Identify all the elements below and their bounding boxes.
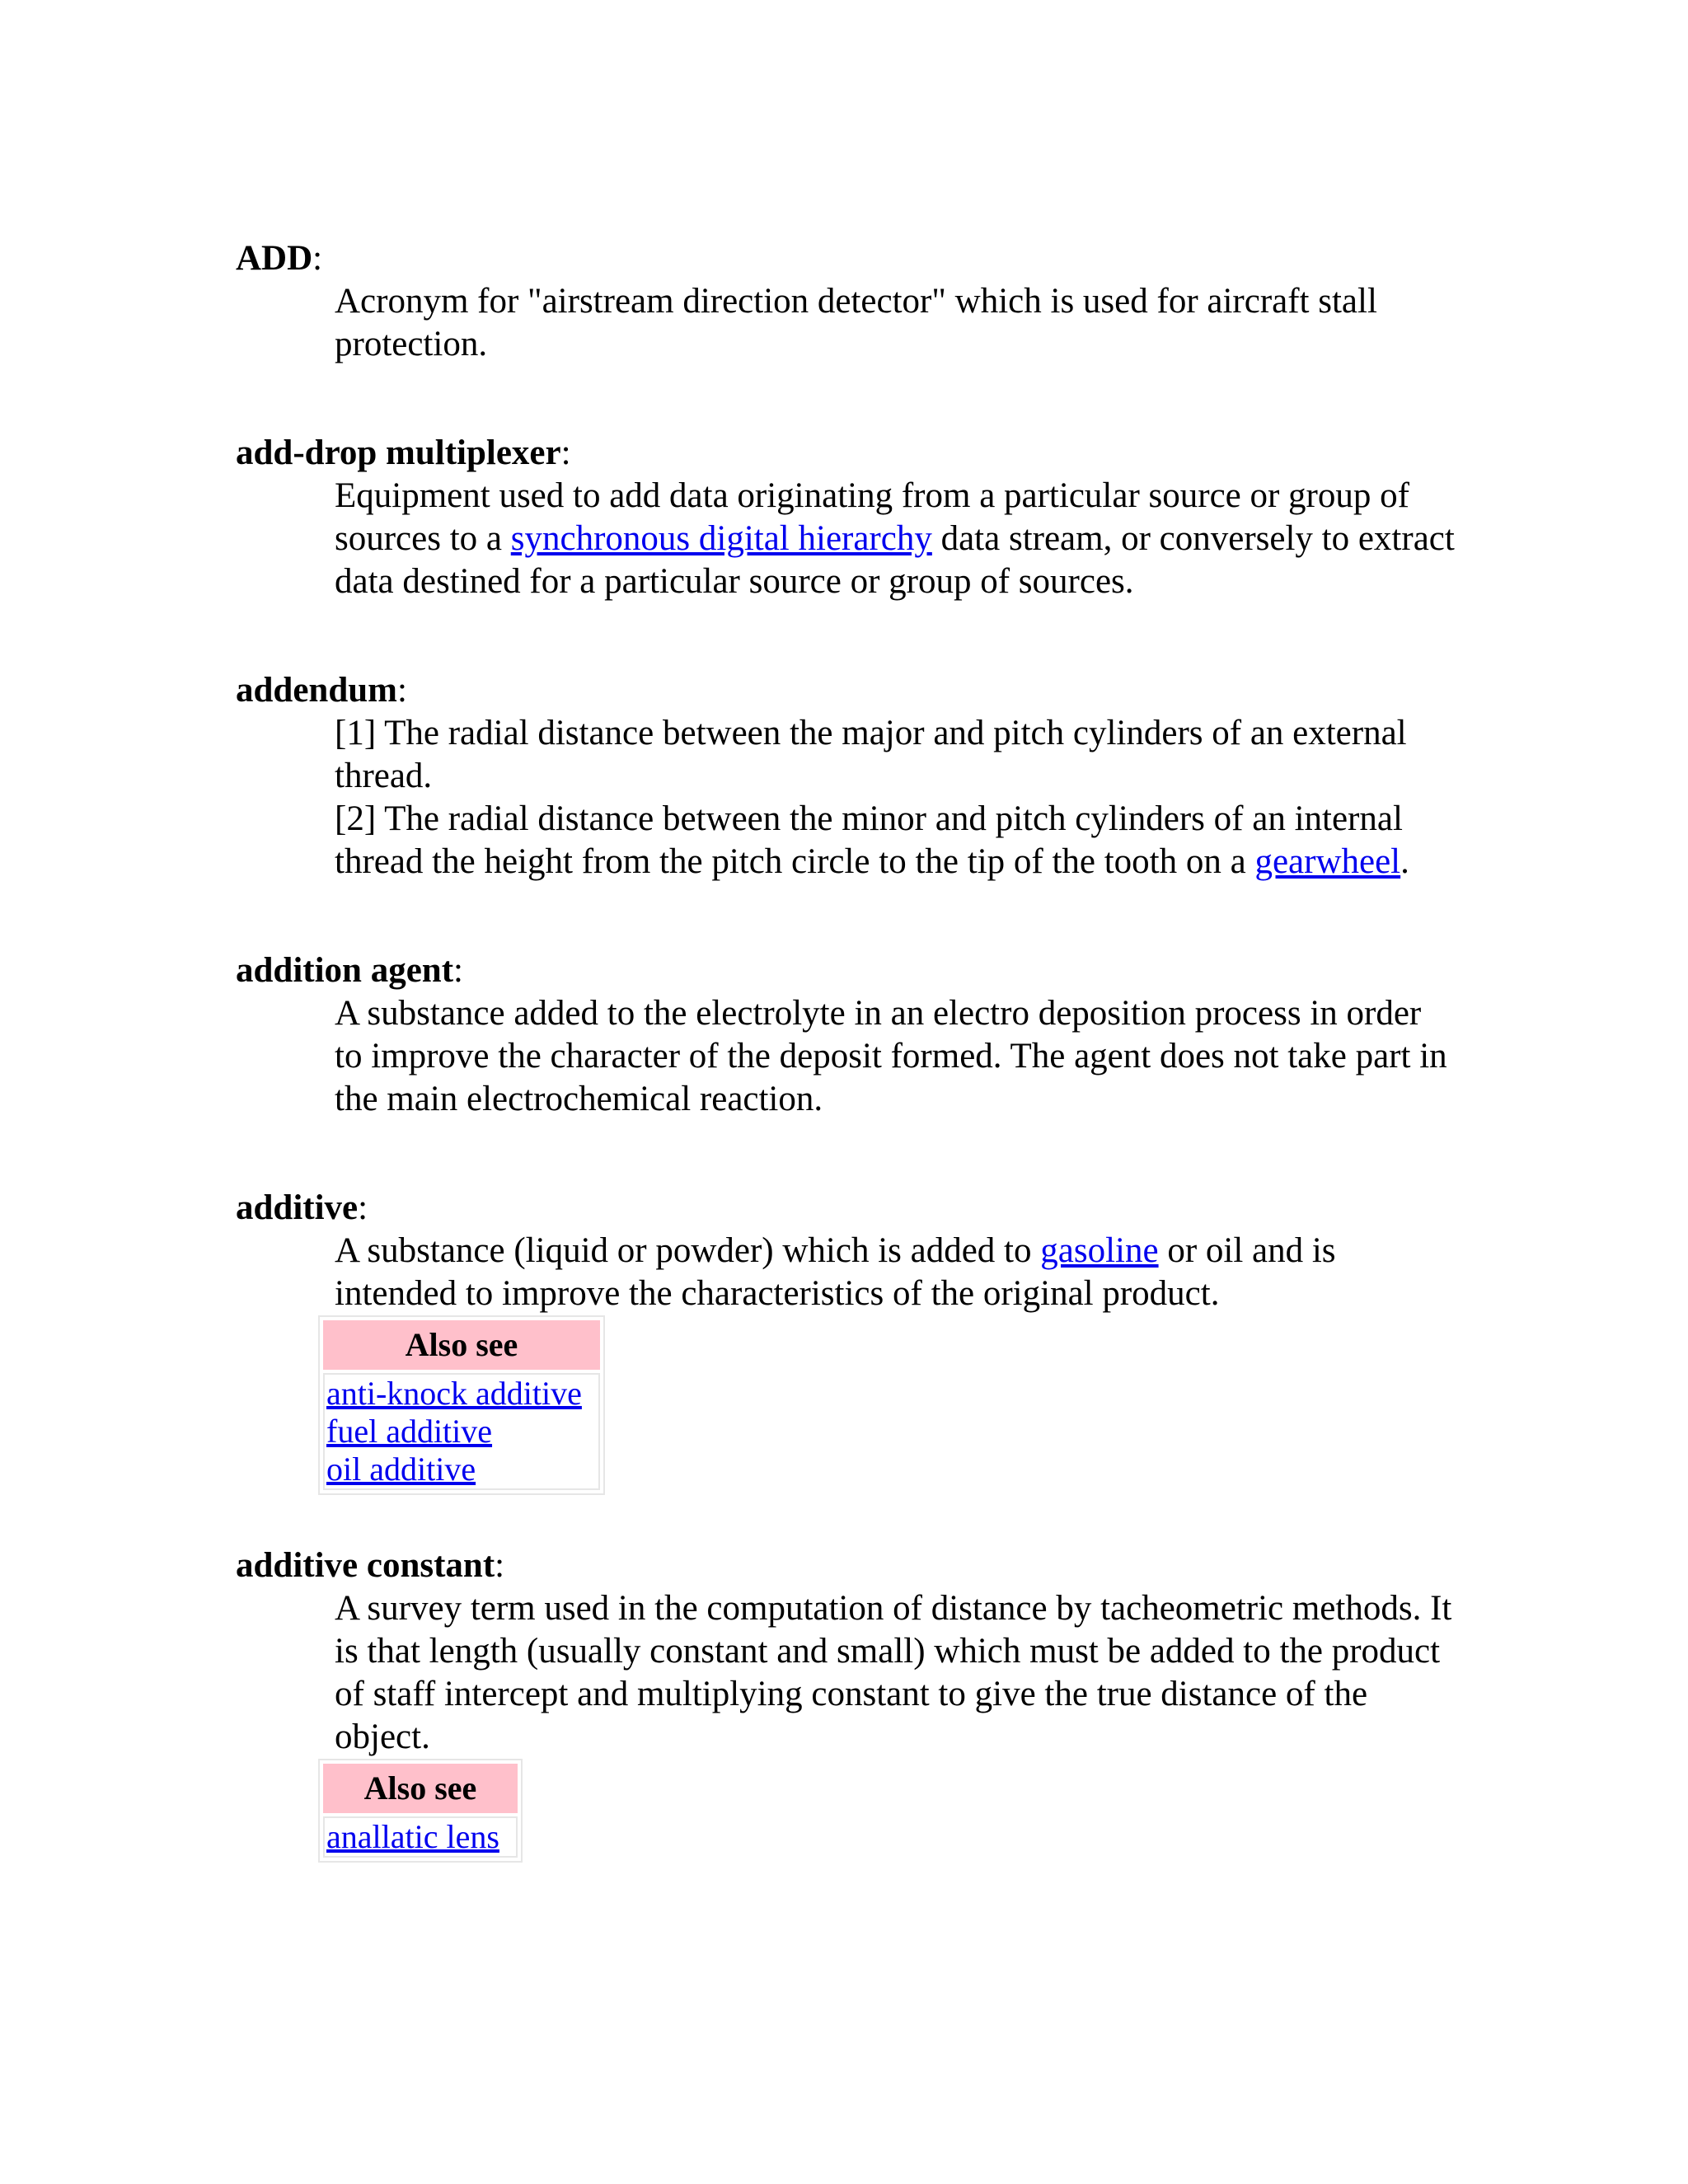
term: additive (236, 1188, 359, 1227)
glossary-entry (236, 237, 1456, 366)
definition-text: Equipment used to add data originating from a particular source or group of sources to a (335, 476, 1409, 558)
term: ADD (236, 239, 313, 278)
also-see-link[interactable]: fuel additive (326, 1413, 493, 1450)
also-see-links (323, 1816, 518, 1858)
colon: : (396, 671, 407, 710)
definition (335, 992, 1456, 1121)
definition-text: A substance (liquid or powder) which is added to (335, 1231, 1041, 1270)
also-see-link[interactable]: oil additive (326, 1451, 476, 1488)
definition-text: Acronym for "airstream direction detector" which is used for aircraft stall protection. (335, 282, 1377, 363)
definition-link[interactable]: synchronous digital hierarchy (510, 519, 932, 558)
also-see-link[interactable]: anallatic lens (326, 1818, 499, 1855)
definition-link[interactable]: gasoline (1040, 1231, 1159, 1270)
colon: : (453, 951, 463, 990)
colon: : (495, 1546, 505, 1585)
definition-text: data stream, or conversely to extract data destined for a particular source or group of sources. (335, 519, 1455, 601)
definition-line-1 (335, 712, 1456, 798)
colon: : (358, 1188, 368, 1227)
glossary-entry (236, 669, 1456, 883)
term: add-drop multiplexer (236, 434, 561, 472)
term: addition agent (236, 951, 454, 990)
definition-text: or oil and is intended to improve the characteristics of the original product. (335, 1231, 1336, 1313)
definition (335, 475, 1456, 603)
term-line (236, 949, 1456, 992)
also-see-link[interactable]: anti-knock additive (326, 1375, 582, 1412)
also-see-heading: Also see (323, 1320, 600, 1370)
definition-text: [1] The radial distance between the major and pitch cylinders of an external thread. (335, 714, 1407, 795)
definition (335, 280, 1456, 366)
definition-text: A survey term used in the computation of distance by tacheometric methods. It is that length (usually constant and small) which must be added to the product of staff intercept and multiplying constant to give the true distance of the object. (335, 1589, 1452, 1756)
term: additive constant (236, 1546, 495, 1585)
colon: : (560, 434, 571, 472)
term-line (236, 237, 1456, 280)
definition-text: A substance added to the electrolyte in an electro deposition process in order to improve the character of the deposit formed. The agent does not take part in the main electrochemical reaction. (335, 994, 1447, 1118)
glossary-entry (236, 432, 1456, 603)
definition (335, 712, 1456, 883)
definition-text: [2] The radial distance between the minor and pitch cylinders of an internal thread the height from the pitch circle to the tip of the tooth on a (335, 799, 1403, 881)
term: addendum (236, 671, 397, 710)
term-line (236, 432, 1456, 475)
definition-text: . (1400, 842, 1409, 881)
term-line (236, 1544, 1456, 1587)
also-see-table (318, 1315, 605, 1495)
glossary-page (236, 237, 1456, 1912)
definition-line-2 (335, 798, 1456, 883)
definition-link[interactable]: gearwheel (1254, 842, 1401, 881)
also-see-table (318, 1759, 523, 1863)
also-see-heading: Also see (323, 1764, 518, 1813)
term-line (236, 669, 1456, 712)
term-line (236, 1187, 1456, 1230)
glossary-entry (236, 1187, 1456, 1495)
definition (335, 1230, 1456, 1315)
colon: : (312, 239, 323, 278)
definition (335, 1587, 1456, 1759)
glossary-entry (236, 949, 1456, 1121)
also-see-links (323, 1373, 600, 1490)
glossary-entry (236, 1544, 1456, 1863)
